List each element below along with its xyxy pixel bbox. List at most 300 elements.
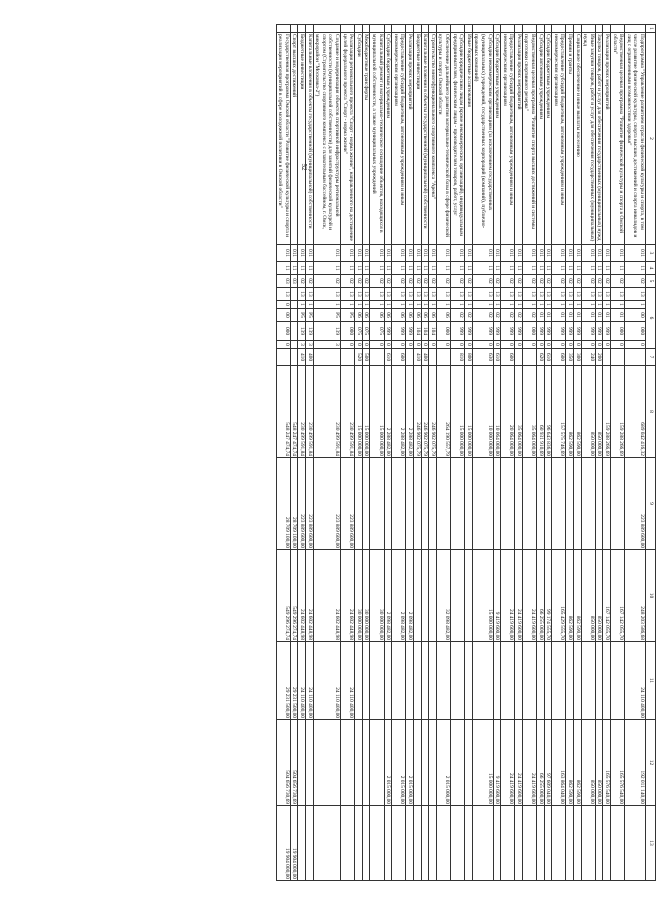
cell-c6b: 1 xyxy=(611,301,625,309)
cell-c7 xyxy=(276,349,290,366)
cell-c12 xyxy=(421,720,429,806)
cell-c12 xyxy=(362,720,370,806)
cell-c13 xyxy=(362,806,370,881)
cell-c9 xyxy=(392,458,406,550)
cell-c5: 02 xyxy=(298,275,306,288)
cell-c6a: 13 xyxy=(515,288,523,301)
cell-c13: 19 904 000,00 xyxy=(290,806,298,881)
cell-c11 xyxy=(537,642,545,720)
cell-c13 xyxy=(544,806,552,881)
cell-c6b: 1 xyxy=(414,301,422,309)
cell-n xyxy=(566,25,574,33)
table-row xyxy=(552,25,566,881)
cell-c13 xyxy=(355,806,363,881)
cell-c3: 011 xyxy=(276,245,290,262)
cell-c5: 02 xyxy=(384,275,392,288)
cell-c13 xyxy=(341,806,355,881)
cell-c4: 11 xyxy=(522,262,536,275)
cell-c4: 11 xyxy=(581,262,595,275)
cell-c4: 11 xyxy=(414,262,422,275)
cell-c3: 011 xyxy=(552,245,566,262)
cell-c9: 223 889 600,00 xyxy=(306,458,314,550)
cell-c4: 11 xyxy=(537,262,545,275)
cell-c10 xyxy=(414,550,422,642)
cell-c10: 549 296 274,74 xyxy=(276,550,290,642)
cell-c11: 24 110 400,00 xyxy=(341,642,355,720)
cell-c3: 011 xyxy=(501,245,515,262)
table-row xyxy=(450,25,464,881)
cell-c11 xyxy=(384,642,392,720)
cell-c6c: 06 xyxy=(370,309,384,322)
cell-c13: 19 904 000,00 xyxy=(276,806,290,881)
cell-c13 xyxy=(552,806,566,881)
cell-c12 xyxy=(429,720,437,806)
cell-c6b: 1 xyxy=(341,301,355,309)
cell-c6b: 1 xyxy=(595,301,603,309)
cell-c11 xyxy=(472,642,493,720)
cell-c6d: 075 xyxy=(362,322,370,341)
cell-c6e: 0 xyxy=(370,341,384,349)
cell-c12 xyxy=(370,720,384,806)
cell-c10: 24 419 600,00 xyxy=(522,550,536,642)
cell-c9 xyxy=(611,458,625,550)
cell-c6b: 1 xyxy=(362,301,370,309)
cell-c6d: 000 xyxy=(611,322,625,341)
cell-c9 xyxy=(515,458,523,550)
cell-c4: 11 xyxy=(574,262,582,275)
cell-c7: 800 xyxy=(465,349,473,366)
table-row xyxy=(355,25,363,881)
cell-c4: 11 xyxy=(355,262,363,275)
cell-c12 xyxy=(341,720,355,806)
cell-c3: 011 xyxy=(465,245,473,262)
cell-c8: 10 064 000,00 xyxy=(493,366,501,458)
budget-table xyxy=(276,24,656,881)
cell-c5: 02 xyxy=(625,275,646,288)
cell-c13 xyxy=(429,806,437,881)
cell-c7 xyxy=(603,349,611,366)
cell-c10: 9 419 600,00 xyxy=(493,550,501,642)
cell-c6a: 13 xyxy=(552,288,566,301)
cell-c9 xyxy=(429,458,437,550)
row-description: Социальное обеспечение и иные выплаты населению xyxy=(574,33,582,245)
cell-c7: 300 xyxy=(574,349,582,366)
cell-c3: 011 xyxy=(429,245,437,262)
table-row xyxy=(421,25,429,881)
cell-c6e: 0 xyxy=(595,341,603,349)
table-row xyxy=(493,25,501,881)
cell-c6d: 999 xyxy=(472,322,493,341)
cell-c6d: 999 xyxy=(537,322,545,341)
cell-c13 xyxy=(603,806,611,881)
cell-c6c: 06 xyxy=(421,309,429,322)
cell-c13 xyxy=(384,806,392,881)
cell-c12 xyxy=(298,720,306,806)
cell-c10: 2 098 482,00 xyxy=(384,550,392,642)
table-row xyxy=(603,25,611,881)
table-row xyxy=(515,25,523,881)
cell-c3: 011 xyxy=(611,245,625,262)
table-row xyxy=(537,25,545,881)
cell-c9 xyxy=(603,458,611,550)
cell-c12: 15 000 000,00 xyxy=(472,720,493,806)
cell-c8: 264 190 557,79 xyxy=(436,366,450,458)
cell-c6e: 0 xyxy=(472,341,493,349)
cell-c10: 15 000 000,00 xyxy=(472,550,493,642)
cell-c6e: 0 xyxy=(414,341,422,349)
table-row xyxy=(465,25,473,881)
cell-c5: 02 xyxy=(362,275,370,288)
cell-c6a: 13 xyxy=(465,288,473,301)
cell-c9: 223 889 600,00 xyxy=(298,458,306,550)
cell-c7: 600 xyxy=(552,349,566,366)
cell-n xyxy=(276,25,290,33)
cell-c6e: 0 xyxy=(384,341,392,349)
col-header: 1 xyxy=(646,25,656,33)
cell-n xyxy=(537,25,545,33)
cell-c6d: 999 xyxy=(406,322,414,341)
cell-c6c: 02 xyxy=(472,309,493,322)
cell-c13 xyxy=(574,806,582,881)
cell-c8: 15 000 000,00 xyxy=(450,366,464,458)
cell-c12: 504 656 730,69 xyxy=(290,720,298,806)
cell-c6e: 0 xyxy=(501,341,515,349)
cell-c7 xyxy=(429,349,437,366)
cell-c6e: 0 xyxy=(574,341,582,349)
cell-c6d: 999 xyxy=(515,322,523,341)
cell-c9 xyxy=(595,458,603,550)
cell-c6c: 02 xyxy=(522,309,536,322)
cell-c7 xyxy=(290,349,298,366)
table-row xyxy=(384,25,392,881)
cell-c6a: 13 xyxy=(313,288,340,301)
cell-c3: 011 xyxy=(472,245,493,262)
cell-c6d: 999 xyxy=(581,322,595,341)
cell-c5: 02 xyxy=(306,275,314,288)
cell-c6d: 999 xyxy=(392,322,406,341)
cell-c6a: 13 xyxy=(574,288,582,301)
cell-c13 xyxy=(537,806,545,881)
cell-c3: 011 xyxy=(537,245,545,262)
cell-c11: 24 110 400,00 xyxy=(298,642,306,720)
cell-c12: 97 609 040,00 xyxy=(544,720,552,806)
cell-c12: 24 419 600,00 xyxy=(515,720,523,806)
col-header: 11 xyxy=(646,642,656,720)
cell-c9 xyxy=(370,458,384,550)
cell-c6b: 1 xyxy=(306,301,314,309)
cell-c10: 30 000 000,00 xyxy=(355,550,363,642)
cell-n xyxy=(552,25,566,33)
cell-c4: 11 xyxy=(362,262,370,275)
cell-c6c: 01 xyxy=(566,309,574,322)
col-header: 8 xyxy=(646,366,656,458)
cell-c6a: 13 xyxy=(611,288,625,301)
cell-c4: 11 xyxy=(276,262,290,275)
cell-c6c: 01 xyxy=(537,309,545,322)
table-row xyxy=(595,25,603,881)
cell-c10: 2 098 482,00 xyxy=(406,550,414,642)
cell-c8: 246 902 075,79 xyxy=(414,366,422,458)
cell-c6e: 0 xyxy=(515,341,523,349)
cell-n xyxy=(306,25,314,33)
cell-c8: 15 000 000,00 xyxy=(370,366,384,458)
cell-c10 xyxy=(421,550,429,642)
cell-c9 xyxy=(552,458,566,550)
cell-c11: 24 110 400,00 xyxy=(625,642,646,720)
cell-c11: 24 110 400,00 xyxy=(313,642,340,720)
cell-c11 xyxy=(595,642,603,720)
cell-c6c: 02 xyxy=(515,309,523,322)
cell-c6e: 0 xyxy=(341,341,355,349)
cell-c12 xyxy=(414,720,422,806)
cell-c8: 246 902 075,79 xyxy=(421,366,429,458)
cell-c12: 850 000,00 xyxy=(595,720,603,806)
cell-c8: 35 064 000,00 xyxy=(515,366,523,458)
col-header: 3 xyxy=(646,245,656,262)
cell-c5: 02 xyxy=(450,275,464,288)
row-description: Межбюджетные трансферты xyxy=(362,33,370,245)
cell-c8: 157 575 746,69 xyxy=(552,366,566,458)
cell-c3: 011 xyxy=(384,245,392,262)
cell-c10: 24 419 600,00 xyxy=(501,550,515,642)
cell-c6d: 075 xyxy=(370,322,384,341)
cell-c6e: 0 xyxy=(611,341,625,349)
cell-c3: 011 xyxy=(566,245,574,262)
col-header: 12 xyxy=(646,720,656,806)
cell-c4: 11 xyxy=(370,262,384,275)
table-row xyxy=(370,25,384,881)
table-row xyxy=(341,25,355,881)
cell-c6b: 1 xyxy=(625,301,646,309)
cell-c6d: 999 xyxy=(574,322,582,341)
cell-c13 xyxy=(522,806,536,881)
cell-c3: 011 xyxy=(313,245,340,262)
cell-c6c: 06 xyxy=(429,309,437,322)
cell-c6c: 02 xyxy=(465,309,473,322)
cell-c10: 24 602 448,98 xyxy=(341,550,355,642)
cell-c3: 011 xyxy=(362,245,370,262)
cell-c7: 620 xyxy=(537,349,545,366)
cell-c6a: 13 xyxy=(429,288,437,301)
cell-c6e: 3 xyxy=(306,341,314,349)
cell-c3: 011 xyxy=(355,245,363,262)
cell-c8: 230 499 591,84 xyxy=(298,366,306,458)
cell-c11 xyxy=(370,642,384,720)
cell-c12 xyxy=(306,720,314,806)
cell-c4: 11 xyxy=(450,262,464,275)
cell-c7: 810 xyxy=(450,349,464,366)
cell-c7: 630 xyxy=(472,349,493,366)
cell-c9 xyxy=(544,458,552,550)
cell-c10: 862 590,00 xyxy=(574,550,582,642)
cell-c6b: 1 xyxy=(574,301,582,309)
cell-c6a: 13 xyxy=(406,288,414,301)
cell-c6a: 13 xyxy=(392,288,406,301)
cell-c3: 011 xyxy=(603,245,611,262)
row-description: Ведомственная целевая программа "Развитие спорта высших достижений и системы подготовки спортивного резерва" xyxy=(522,33,536,245)
cell-c6b: 1 xyxy=(370,301,384,309)
cell-n xyxy=(392,25,406,33)
cell-c6d: 000 xyxy=(436,322,450,341)
row-description: Бюджетные инвестиции xyxy=(298,33,306,245)
cell-c5: 02 xyxy=(501,275,515,288)
cell-c6c: 01 xyxy=(611,309,625,322)
cell-c3: 011 xyxy=(544,245,552,262)
cell-n xyxy=(384,25,392,33)
row-description: Иные закупки товаров, работ и услуг для обеспечения государственных (муниципальных) нужд xyxy=(581,33,595,245)
cell-c9 xyxy=(362,458,370,550)
cell-c8: 20 064 000,00 xyxy=(501,366,515,458)
cell-n xyxy=(472,25,493,33)
cell-c6a: 13 xyxy=(306,288,314,301)
cell-c8: 548 247 474,74 xyxy=(290,366,298,458)
cell-c6b: 1 xyxy=(493,301,501,309)
row-description: Предоставление субсидий бюджетным, автономным учреждениям и иным некоммерческим организациям xyxy=(552,33,566,245)
cell-c13 xyxy=(595,806,603,881)
cell-c7 xyxy=(436,349,450,366)
cell-c3: 011 xyxy=(406,245,414,262)
cell-c5: 02 xyxy=(429,275,437,288)
cell-c9 xyxy=(522,458,536,550)
cell-c6d: 999 xyxy=(603,322,611,341)
cell-c11 xyxy=(603,642,611,720)
cell-c6c: 06 xyxy=(414,309,422,322)
cell-c9 xyxy=(465,458,473,550)
cell-c6c: 06 xyxy=(436,309,450,322)
cell-c6c: 06 xyxy=(362,309,370,322)
table-row xyxy=(406,25,414,881)
cell-c13 xyxy=(625,806,646,881)
cell-c6e: 0 xyxy=(625,341,646,349)
cell-c5: 02 xyxy=(552,275,566,288)
cell-n xyxy=(429,25,437,33)
cell-c7: 500 xyxy=(362,349,370,366)
cell-c6b: 1 xyxy=(515,301,523,309)
cell-c6a: 13 xyxy=(566,288,574,301)
cell-c6b: 1 xyxy=(552,301,566,309)
cell-c4: 11 xyxy=(313,262,340,275)
cell-c11 xyxy=(501,642,515,720)
cell-c6e: 0 xyxy=(421,341,429,349)
row-description: Премии и гранты xyxy=(566,33,574,245)
cell-c11 xyxy=(515,642,523,720)
cell-c6c: P5 xyxy=(298,309,306,322)
cell-c9 xyxy=(501,458,515,550)
cell-c6a: 13 xyxy=(362,288,370,301)
cell-n xyxy=(522,25,536,33)
cell-c3: 011 xyxy=(421,245,429,262)
cell-c8: 2 288 482,00 xyxy=(392,366,406,458)
col-header: 5 xyxy=(646,275,656,288)
table-row xyxy=(362,25,370,881)
cell-c8: 230 499 591,84 xyxy=(306,366,314,458)
cell-n xyxy=(436,25,450,33)
cell-c7: 400 xyxy=(421,349,429,366)
cell-c3: 011 xyxy=(515,245,523,262)
cell-c11 xyxy=(355,642,363,720)
cell-c4: 11 xyxy=(552,262,566,275)
cell-n xyxy=(574,25,582,33)
cell-c3: 011 xyxy=(522,245,536,262)
cell-c4: 11 xyxy=(341,262,355,275)
cell-n xyxy=(515,25,523,33)
cell-c6e: 0 xyxy=(450,341,464,349)
cell-c11 xyxy=(522,642,536,720)
cell-c6c: 01 xyxy=(574,309,582,322)
cell-c10: 2 098 482,00 xyxy=(392,550,406,642)
cell-n xyxy=(290,25,298,33)
cell-c10 xyxy=(429,550,437,642)
cell-c13 xyxy=(414,806,422,881)
cell-n xyxy=(406,25,414,33)
cell-c6c: P5 xyxy=(341,309,355,322)
cell-c4: 11 xyxy=(611,262,625,275)
cell-n xyxy=(341,25,355,33)
cell-c6e: 0 xyxy=(544,341,552,349)
cell-n xyxy=(493,25,501,33)
cell-c3: 011 xyxy=(298,245,306,262)
cell-c6d: 075 xyxy=(355,322,363,341)
cell-n xyxy=(625,25,646,33)
cell-n xyxy=(465,25,473,33)
cell-c7 xyxy=(611,349,625,366)
cell-c8: 10 000 000,00 xyxy=(472,366,493,458)
cell-c6e xyxy=(290,341,298,349)
cell-c12: 24 419 600,00 xyxy=(501,720,515,806)
cell-c10: 167 142 055,70 xyxy=(611,550,625,642)
cell-c6d: 139 xyxy=(306,322,314,341)
cell-c6a: 13 xyxy=(544,288,552,301)
cell-c7 xyxy=(625,349,646,366)
row-description: Реализация прочих мероприятий xyxy=(515,33,523,245)
cell-c5: 02 xyxy=(544,275,552,288)
cell-c3: 011 xyxy=(414,245,422,262)
cell-c11 xyxy=(493,642,501,720)
cell-c4: 11 xyxy=(501,262,515,275)
cell-c10: 248 203 586,68 xyxy=(625,550,646,642)
cell-c5: 02 xyxy=(406,275,414,288)
cell-c6c: 01 xyxy=(595,309,603,322)
table-row xyxy=(298,25,306,881)
col-header: 6 xyxy=(646,288,656,349)
cell-c9 xyxy=(566,458,574,550)
cell-c9: 223 889 600,00 xyxy=(625,458,646,550)
row-description: Строительство многофункционального спортивного комплекса "Арена" xyxy=(429,33,437,245)
cell-c6a: 13 xyxy=(450,288,464,301)
cell-c6e: 0 xyxy=(566,341,574,349)
table-row xyxy=(501,25,515,881)
table-row xyxy=(625,25,646,881)
cell-c6a: 13 xyxy=(421,288,429,301)
cell-c3: 011 xyxy=(306,245,314,262)
cell-c6c: 02 xyxy=(493,309,501,322)
cell-c7: 240 xyxy=(581,349,595,366)
cell-c6e: 0 xyxy=(406,341,414,349)
cell-c6b: 1 xyxy=(421,301,429,309)
cell-c7: 610 xyxy=(544,349,552,366)
col-header: 4 xyxy=(646,262,656,275)
cell-c6c: P5 xyxy=(306,309,314,322)
cell-c13 xyxy=(421,806,429,881)
cell-c12: 2 015 000,00 xyxy=(406,720,414,806)
cell-c6d: 999 xyxy=(595,322,603,341)
cell-c9: 223 889 600,00 xyxy=(313,458,340,550)
cell-c5: 02 xyxy=(472,275,493,288)
cell-c5: 02 xyxy=(603,275,611,288)
page-number: 52 xyxy=(300,163,308,171)
table-row xyxy=(581,25,595,881)
cell-c7 xyxy=(406,349,414,366)
